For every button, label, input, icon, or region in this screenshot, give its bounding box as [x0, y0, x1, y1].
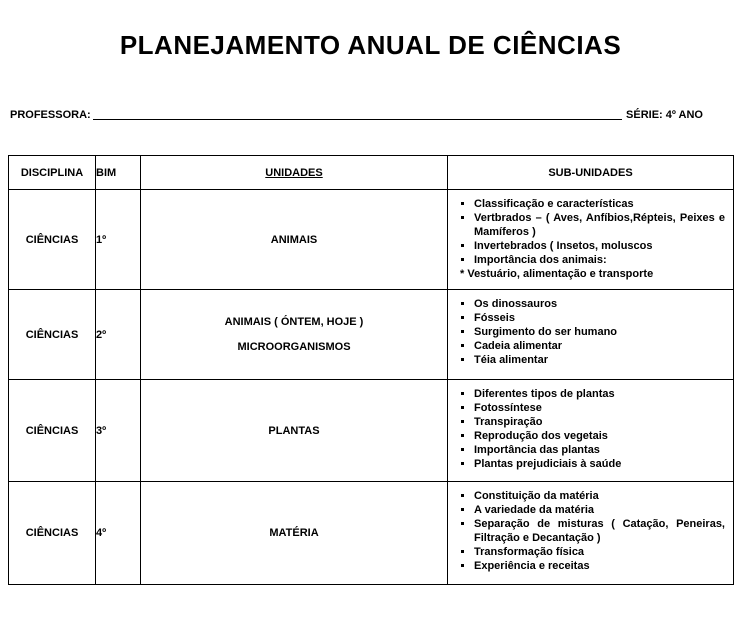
table-header-row	[9, 156, 734, 190]
unidades-cell	[141, 290, 448, 380]
table-row	[9, 380, 734, 482]
unidades-cell	[141, 482, 448, 585]
sub-unidade-item: ▪ Diferentes tipos de plantas	[474, 387, 725, 401]
bim-cell: 2º	[96, 290, 141, 380]
bim-cell: 1º	[96, 190, 141, 290]
sub-unidades-cell	[448, 380, 734, 482]
unidades-cell	[141, 190, 448, 290]
sub-unidade-item: ▪ Os dinossauros	[474, 297, 725, 311]
unidade-label: MICROORGANISMOS	[237, 341, 351, 353]
unidade-label: PLANTAS	[268, 424, 320, 437]
page-title: PLANEJAMENTO ANUAL DE CIÊNCIAS	[119, 30, 622, 60]
sub-unidades-cell	[448, 482, 734, 585]
header-bim: BIM	[96, 156, 141, 190]
unidade-label: ANIMAIS ( ÓNTEM, HOJE )	[224, 316, 364, 328]
disciplina-cell: CIÊNCIAS	[9, 190, 96, 290]
unidades-cell	[141, 380, 448, 482]
header-disciplina: DISCIPLINA	[9, 156, 96, 190]
sub-unidade-item: ▪ A variedade da matéria	[474, 503, 725, 517]
professora-blank-line	[93, 107, 622, 120]
bim-cell: 3º	[96, 380, 141, 482]
sub-unidade-item: ▪ Importância das plantas	[474, 443, 725, 457]
sub-unidades-list	[448, 489, 733, 573]
sub-unidades-cell	[448, 190, 734, 290]
bim-cell: 4º	[96, 482, 141, 585]
disciplina-cell: CIÊNCIAS	[9, 380, 96, 482]
sub-unidade-note: * Vestuário, alimentação e transporte	[460, 268, 654, 280]
sub-unidade-item: ▪ Importância dos animais:	[474, 253, 725, 267]
sub-unidade-item: ▪ Transformação física	[474, 545, 725, 559]
sub-unidade-item: ▪ Vertbrados – ( Aves, Anfíbios,Répteis, Peixes e Mamíferos )	[474, 211, 725, 239]
disciplina-cell: CIÊNCIAS	[9, 290, 96, 380]
planning-table	[8, 155, 734, 585]
sub-unidade-item: ▪ Constituição da matéria	[474, 489, 725, 503]
sub-unidades-list	[448, 197, 733, 267]
unidade-label: MATÉRIA	[269, 527, 319, 539]
unidade-label: ANIMAIS	[270, 233, 318, 246]
sub-unidade-item: ▪ Fotossíntese	[474, 401, 725, 415]
professora-label: PROFESSORA:	[10, 109, 91, 121]
sub-unidade-item: ▪ Fósseis	[474, 311, 725, 325]
sub-unidades-cell	[448, 290, 734, 380]
sub-unidade-item: ▪ Plantas prejudiciais à saúde	[474, 457, 725, 471]
table-row	[9, 190, 734, 290]
sub-unidade-item: ▪ Separação de misturas ( Catação, Peneiras, Filtração e Decantação )	[474, 517, 725, 545]
professora-line	[10, 107, 703, 121]
table-row	[9, 290, 734, 380]
sub-unidades-list	[448, 297, 733, 367]
sub-unidade-item: ▪ Reprodução dos vegetais	[474, 429, 725, 443]
sub-unidade-item: ▪ Surgimento do ser humano	[474, 325, 725, 339]
sub-unidade-item: ▪ Classificação e características	[474, 197, 725, 211]
disciplina-cell: CIÊNCIAS	[9, 482, 96, 585]
sub-unidade-item: ▪ Téia alimentar	[474, 353, 725, 367]
serie-label: SÉRIE: 4º ANO	[626, 109, 703, 121]
sub-unidade-item: ▪ Invertebrados ( Insetos, moluscos	[474, 239, 725, 253]
sub-unidades-list	[448, 387, 733, 471]
header-sub-unidades: SUB-UNIDADES	[448, 156, 734, 190]
table-row	[9, 482, 734, 585]
sub-unidade-item: ▪ Experiência e receitas	[474, 559, 725, 573]
header-unidades-label: UNIDADES	[265, 166, 323, 179]
sub-unidade-item: ▪ Cadeia alimentar	[474, 339, 725, 353]
sub-unidade-item: ▪ Transpiração	[474, 415, 725, 429]
header-unidades	[141, 156, 448, 190]
